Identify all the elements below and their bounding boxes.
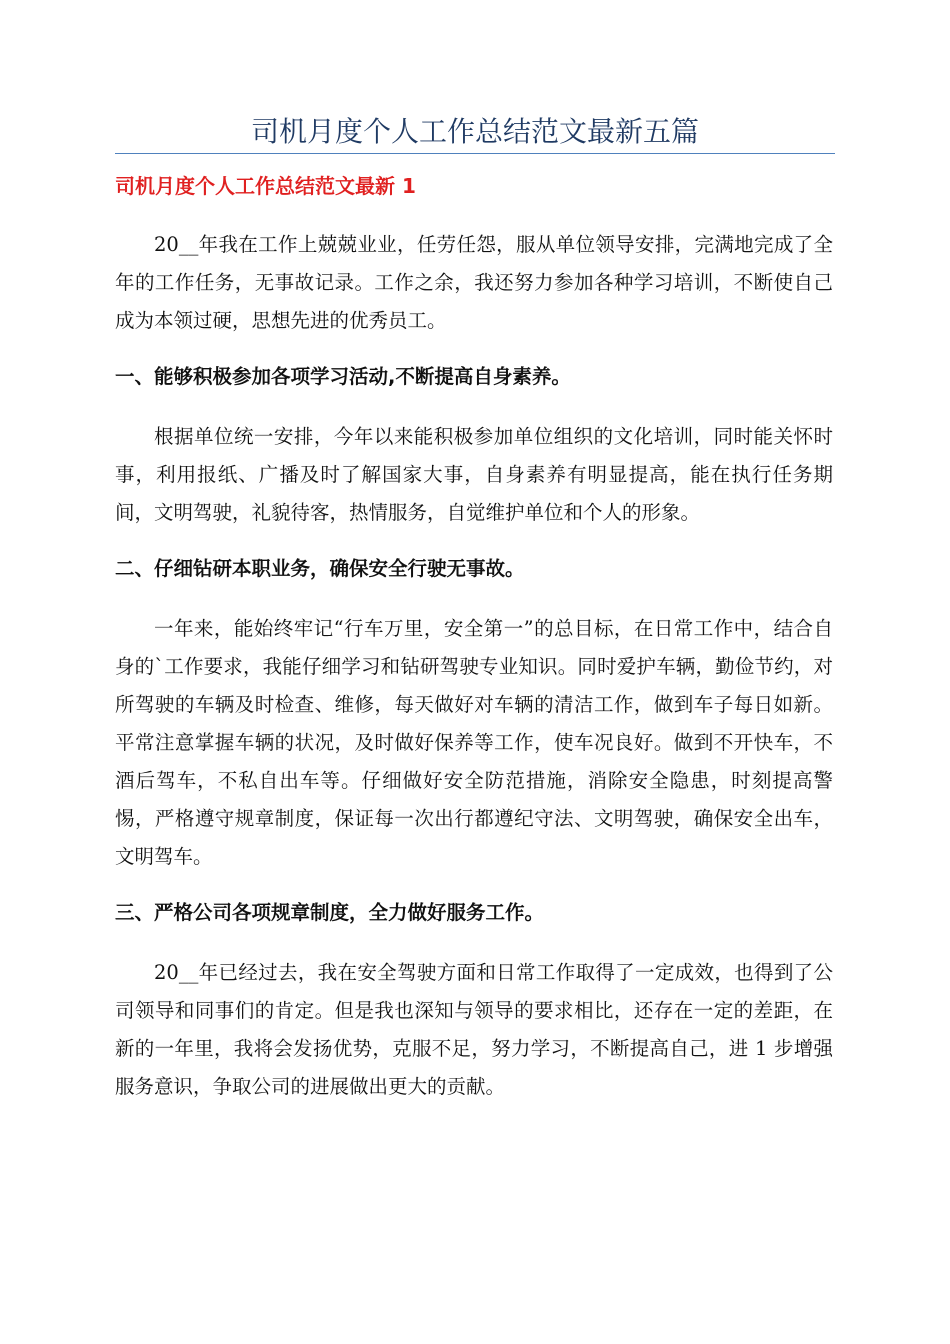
- paragraph-three: 20__年已经过去，我在安全驾驶方面和日常工作取得了一定成效，也得到了公司领导和同事们的肯定。但是我也深知与领导的要求相比，还存在一定的差距，在新的一年里，我将会发扬优势，克服不足，努力学习，不断提高自己，进 1 步增强服务意识，争取公司的进展做出更大的贡献。: [115, 961, 833, 1098]
- section-title: 司机月度个人工作总结范文最新 1: [115, 174, 416, 198]
- paragraph-one: 根据单位统一安排，今年以来能积极参加单位组织的文化培训，同时能关怀时事，利用报纸、广播及时了解国家大事，自身素养有明显提高，能在执行任务期间，文明驾驶，礼貌待客，热情服务，自觉维护单位和个人的形象。: [115, 425, 833, 524]
- heading-three: 三、严格公司各项规章制度，全力做好服务工作。: [115, 901, 545, 924]
- document-body: [115, 160, 833, 1106]
- paragraph-two: 一年来，能始终牢记“行车万里，安全第一”的总目标，在日常工作中，结合自身的`工作要求，我能仔细学习和钻研驾驶专业知识。同时爱护车辆，勤俭节约，对所驾驶的车辆及时检查、维修，每天做好对车辆的清洁工作，做到车子每日如新。平常注意掌握车辆的状况，及时做好保养等工作，使车况良好。做到不开快车，不酒后驾车，不私自出车等。仔细做好安全防范措施，消除安全隐患，时刻提高警惕，严格遵守规章制度，保证每一次出行都遵纪守法、文明驾驶，确保安全出车，文明驾车。: [115, 617, 833, 868]
- document-title: 司机月度个人工作总结范文最新五篇: [250, 115, 699, 148]
- heading-one: 一、能够积极参加各项学习活动,不断提高自身素养。: [115, 365, 571, 388]
- intro-paragraph: 20__年我在工作上兢兢业业，任劳任怨，服从单位领导安排，完满地完成了全年的工作任务，无事故记录。工作之余，我还努力参加各种学习培训，不断使自己成为本领过硬，思想先进的优秀员工。: [115, 233, 833, 332]
- title-underline: [115, 153, 835, 154]
- heading-two: 二、仔细钻研本职业务，确保安全行驶无事故。: [115, 557, 525, 580]
